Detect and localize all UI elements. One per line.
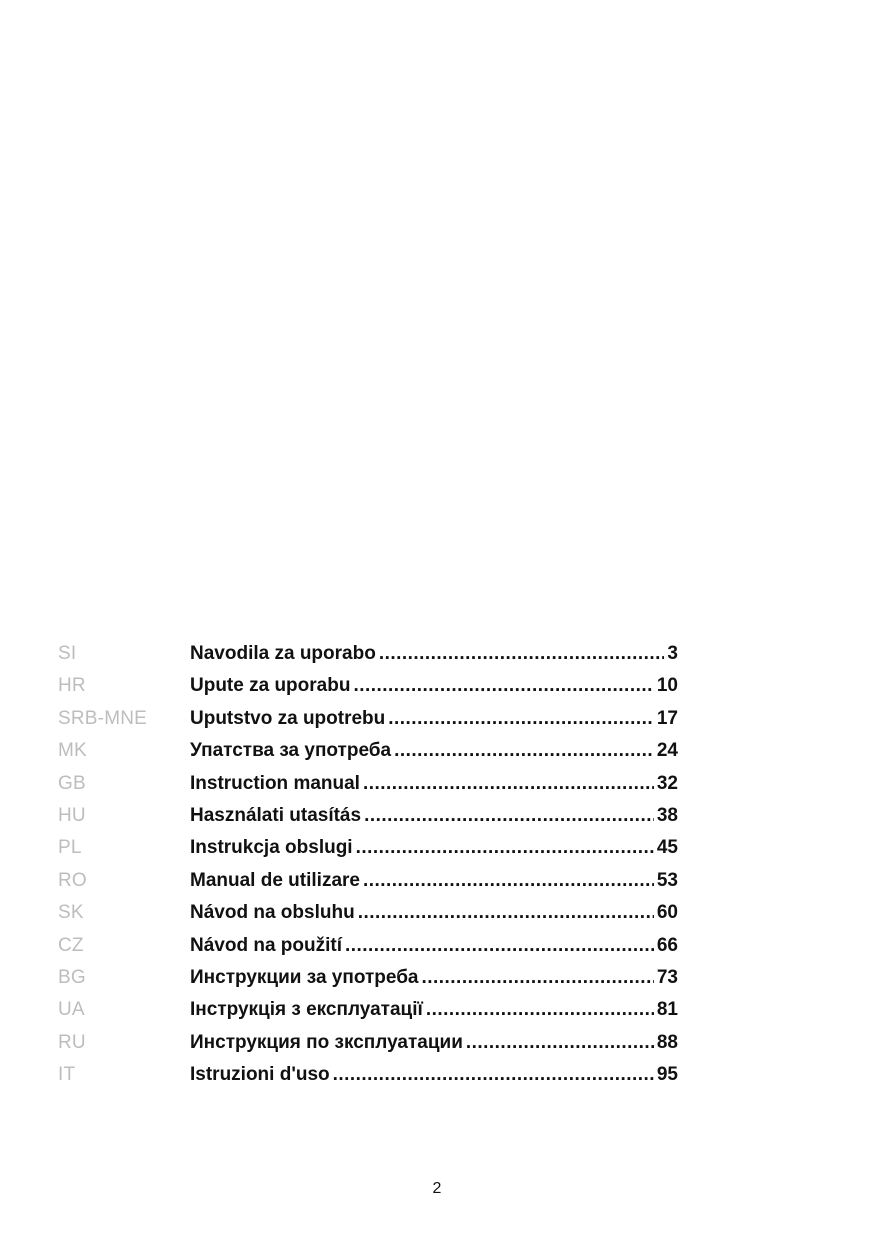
- language-code: PL: [58, 837, 82, 859]
- toc-entry-bg[interactable]: [58, 964, 678, 996]
- dot-leader: [388, 705, 654, 733]
- toc-entry-mk[interactable]: [58, 737, 678, 769]
- language-code: CZ: [58, 934, 84, 956]
- page-reference: 3: [667, 643, 678, 664]
- page-reference: 38: [656, 804, 678, 826]
- language-code: UA: [58, 999, 85, 1021]
- language-code: SI: [58, 643, 77, 664]
- page-reference: 88: [656, 1031, 678, 1053]
- language-code: MK: [58, 740, 87, 762]
- manual-title: Инструкция по зксплуатации: [190, 1031, 463, 1053]
- toc-entry-sk[interactable]: [58, 899, 678, 931]
- dot-leader: [363, 770, 654, 798]
- language-code: GB: [58, 772, 86, 794]
- toc-entry-hr[interactable]: [58, 672, 678, 704]
- language-code: HU: [58, 804, 86, 826]
- manual-title: Manual de utilizare: [190, 869, 360, 891]
- manual-title: Упатства за употреба: [190, 740, 392, 762]
- manual-title: Istruzioni d'uso: [190, 1064, 330, 1086]
- language-code: SK: [58, 902, 84, 924]
- language-code: RU: [58, 1031, 86, 1053]
- dot-leader: [379, 640, 665, 668]
- page-reference: 53: [656, 869, 678, 891]
- dot-leader: [353, 672, 653, 700]
- page-number: 2: [432, 1180, 442, 1197]
- toc-entry-srb-mne[interactable]: [58, 705, 678, 737]
- page-reference: 17: [656, 707, 678, 729]
- table-of-contents: [58, 640, 678, 1093]
- dot-leader: [364, 802, 654, 830]
- dot-leader: [394, 737, 654, 765]
- language-code: RO: [58, 869, 87, 891]
- page-reference: 10: [656, 675, 678, 697]
- manual-title: Uputstvo za upotrebu: [190, 707, 386, 729]
- page-reference: 45: [656, 837, 678, 859]
- dot-leader: [426, 996, 654, 1024]
- page-reference: 81: [656, 999, 678, 1021]
- toc-entry-cz[interactable]: [58, 932, 678, 964]
- page-reference: 32: [656, 772, 678, 794]
- language-code: HR: [58, 675, 86, 697]
- language-code: IT: [58, 1064, 76, 1086]
- language-code: BG: [58, 966, 86, 988]
- manual-title: Upute za uporabu: [190, 675, 351, 697]
- toc-entry-ru[interactable]: [58, 1029, 678, 1061]
- manual-title: Návod na použití: [190, 934, 342, 956]
- language-code: SRB-MNE: [58, 707, 148, 729]
- toc-entry-pl[interactable]: [58, 834, 678, 866]
- dot-leader: [358, 899, 654, 927]
- toc-entry-it[interactable]: [58, 1061, 678, 1093]
- page-reference: 24: [656, 740, 678, 762]
- manual-title: Інструкція з експлуатації: [190, 999, 423, 1021]
- dot-leader: [356, 834, 654, 862]
- manual-title: Návod na obsluhu: [190, 902, 355, 924]
- toc-entry-si[interactable]: [58, 640, 678, 672]
- manual-title: Navodila za uporabo: [190, 643, 376, 664]
- page-reference: 66: [656, 934, 678, 956]
- dot-leader: [422, 964, 654, 992]
- page-reference: 95: [656, 1064, 678, 1086]
- dot-leader: [345, 932, 654, 960]
- manual-title: Instrukcja obslugi: [190, 837, 353, 859]
- dot-leader: [333, 1061, 654, 1089]
- manual-title: Инструкции за употреба: [190, 966, 419, 988]
- page-reference: 73: [656, 966, 678, 988]
- dot-leader: [466, 1029, 654, 1057]
- dot-leader: [363, 867, 654, 895]
- toc-entry-gb[interactable]: [58, 770, 678, 802]
- manual-title: Instruction manual: [190, 772, 360, 794]
- toc-entry-hu[interactable]: [58, 802, 678, 834]
- manual-title: Használati utasítás: [190, 804, 362, 826]
- toc-entry-ro[interactable]: [58, 867, 678, 899]
- page-reference: 60: [656, 902, 678, 924]
- toc-entry-ua[interactable]: [58, 996, 678, 1028]
